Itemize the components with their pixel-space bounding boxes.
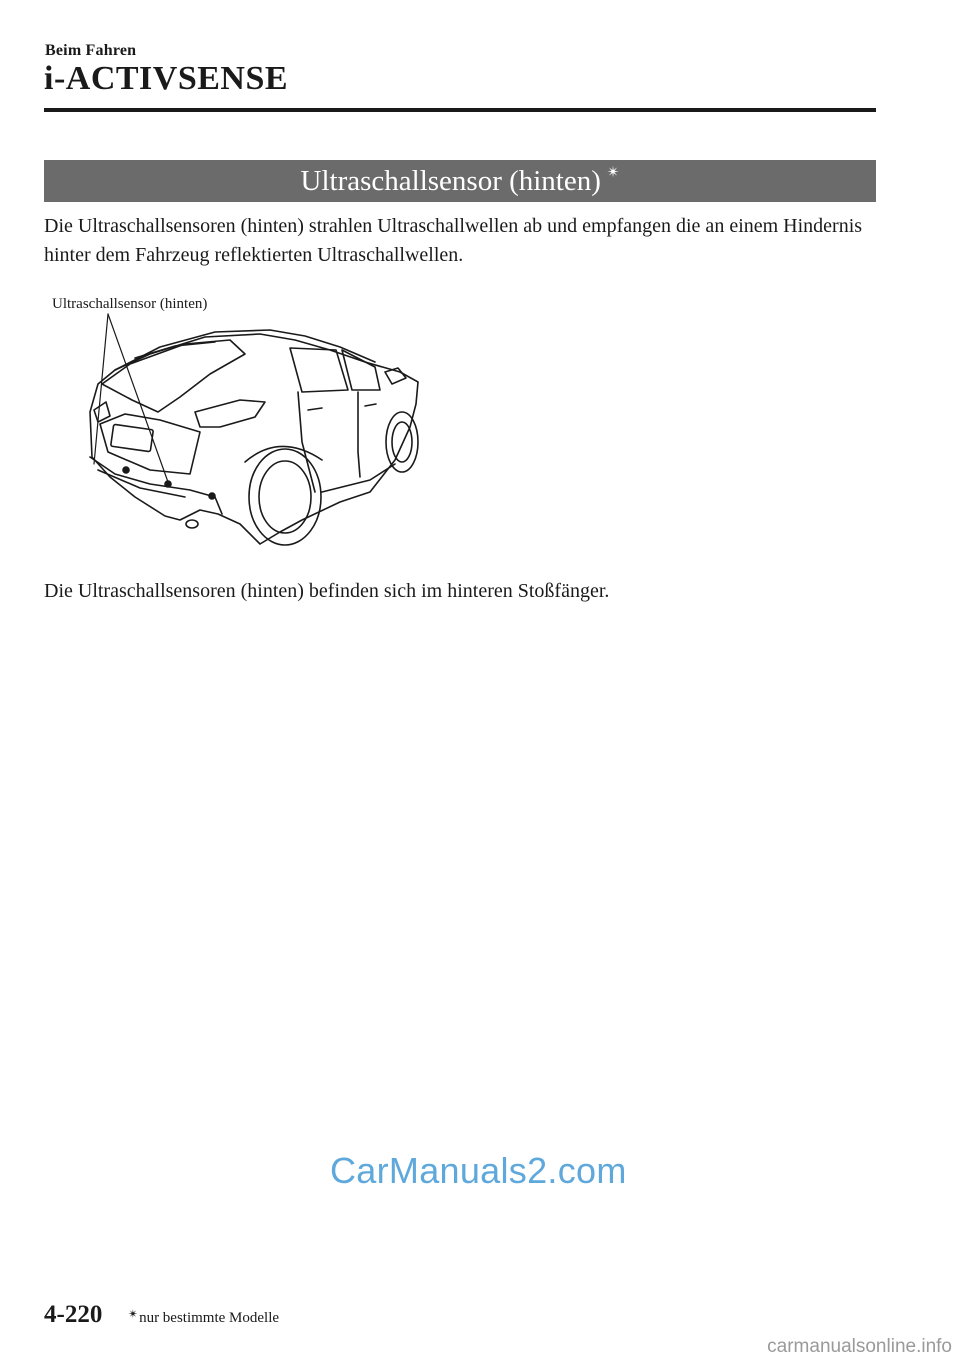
footnote-marker-icon: ✴ xyxy=(128,1307,139,1321)
model-footnote xyxy=(128,1307,280,1327)
page-number: 4-220 xyxy=(44,1301,103,1328)
header-divider xyxy=(44,108,876,112)
topic-heading xyxy=(44,160,876,202)
topic-heading-text: Ultraschallsensor (hinten) xyxy=(300,164,601,197)
sensor-figure xyxy=(40,292,440,557)
section-title: i-ACTIVSENSE xyxy=(44,60,289,97)
chapter-label: Beim Fahren xyxy=(45,42,137,59)
sensor-callout-label: Ultraschallsensor (hinten) xyxy=(52,296,208,312)
site-watermark: carmanualsonline.info xyxy=(767,1336,952,1357)
model-marker-icon: ✴ xyxy=(606,164,620,181)
car-rear-illustration-icon xyxy=(40,292,440,557)
intro-paragraph: Die Ultraschallsensoren (hinten) strahlen Ultraschallwellen ab und empfangen die an einem Hindernis hinter dem Fahrzeug reflektierten Ultraschallwellen. xyxy=(44,215,863,266)
location-paragraph: Die Ultraschallsensoren (hinten) befinden sich im hinteren Stoßfänger. xyxy=(44,580,610,602)
watermark-logo: CarManuals2.com xyxy=(330,1150,627,1191)
footnote-text: nur bestimmte Modelle xyxy=(139,1310,280,1326)
